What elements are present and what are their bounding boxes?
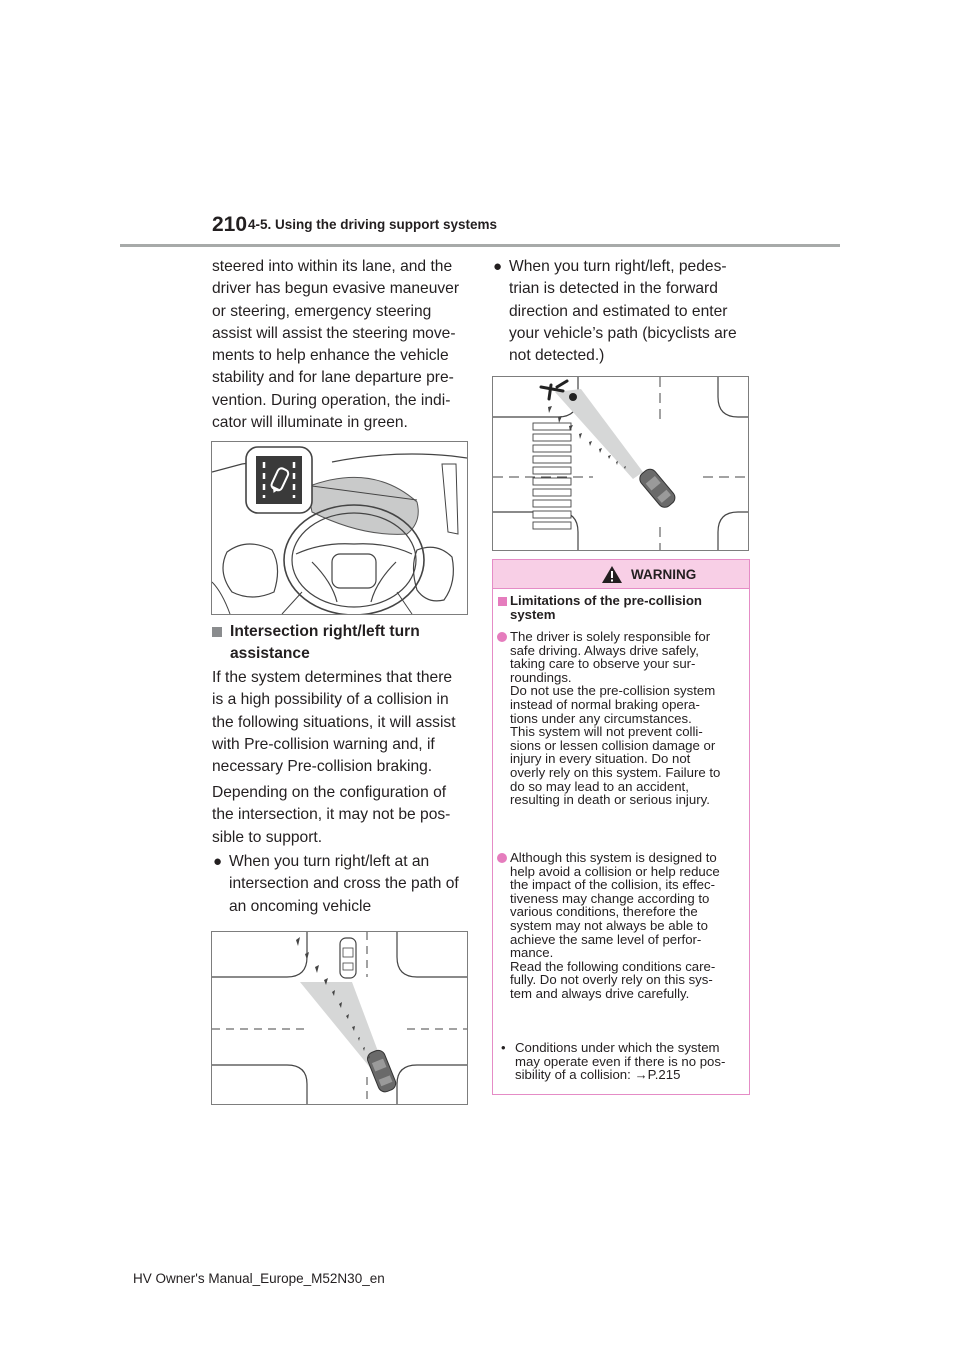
text-line: cator will illuminate in green.: [212, 414, 408, 432]
text-line: the impact of the collision, its effec-: [510, 877, 715, 893]
oncoming-vehicle-illustration: [211, 931, 468, 1105]
bullet-dot-icon: [497, 853, 507, 863]
text-line: or steering, emergency steering: [212, 302, 432, 320]
steering-indicator-illustration: [211, 441, 468, 615]
text-line: system: [510, 606, 556, 622]
text-line: direction and estimated to enter: [509, 302, 728, 320]
intro-paragraph: [212, 256, 472, 434]
text-line: sible to support.: [212, 828, 323, 846]
warning-box: [492, 559, 750, 1095]
text-line: fully. Do not overly rely on this sys-: [510, 972, 713, 988]
text-line: Do not use the pre-collision system: [510, 683, 716, 699]
text-line: your vehicle’s path (bicyclists are: [509, 324, 737, 342]
text-line: trian is detected in the forward: [509, 280, 718, 298]
text-line: tions under any circumstances.: [510, 710, 692, 726]
text-line: ments to help enhance the vehicle: [212, 347, 449, 365]
text-line: Limitations of the pre-collision: [510, 593, 702, 608]
text-line: Read the following conditions care-: [510, 958, 716, 974]
text-line: tem and always drive carefully.: [510, 985, 690, 1001]
text-line: not detected.): [509, 347, 605, 365]
header-rule: [120, 244, 840, 247]
text-line: may operate even if there is no pos-: [515, 1053, 726, 1069]
text-line: the intersection, it may not be pos-: [212, 806, 451, 824]
text-line: assist will assist the steering move-: [212, 324, 456, 342]
text-line: tiveness may change according to: [510, 890, 710, 906]
text-line: This system will not prevent colli-: [510, 724, 703, 740]
text-line: the following situations, it will assist: [212, 713, 456, 731]
text-line: sions or lessen collision damage or: [510, 737, 716, 753]
text-line: do so may lead to an accident,: [510, 778, 689, 794]
warning-header: [493, 560, 749, 589]
warning-heading: [510, 594, 742, 621]
bullet-dot-icon: ●: [493, 258, 503, 275]
text-line: If the system determines that there: [212, 669, 453, 686]
text-line: roundings.: [510, 669, 572, 685]
bullet-dot-icon: [497, 632, 507, 642]
text-line: an oncoming vehicle: [229, 897, 372, 915]
text-line: resulting in death or serious injury.: [510, 792, 710, 808]
small-bullet-icon: •: [501, 1040, 506, 1055]
page-number: 210: [212, 213, 248, 236]
warning-item-conditions: [515, 1041, 743, 1082]
text-line: vention. During operation, the indi-: [212, 391, 451, 409]
text-line: Although this system is designed to: [510, 850, 717, 865]
text-line: driver has begun evasive maneuver: [212, 280, 460, 298]
warning-triangle-icon: [601, 565, 623, 584]
text-line: steered into within its lane, and the: [212, 258, 453, 275]
text-line: Intersection right/left turn: [230, 623, 420, 640]
text-line: Conditions under which the system: [515, 1040, 720, 1055]
paragraph-possibility: [212, 667, 474, 778]
square-bullet-icon: [212, 627, 222, 637]
warning-label: WARNING: [631, 567, 697, 582]
bullet-oncoming-vehicle: [213, 851, 475, 918]
text-line: various conditions, therefore the: [510, 904, 698, 920]
text-line: achieve the same level of perfor-: [510, 931, 702, 947]
text-line: system may not always be able to: [510, 917, 708, 933]
paragraph-configuration: [212, 782, 474, 849]
text-line: injury in every situation. Do not: [510, 751, 691, 767]
text-line: necessary Pre-collision braking.: [212, 758, 433, 776]
text-line: The driver is solely responsible for: [510, 629, 711, 644]
text-line: sibility of a collision: →P.215: [515, 1067, 681, 1083]
subheading-intersection-turn: [212, 621, 472, 666]
text-line: overly rely on this system. Failure to: [510, 764, 721, 780]
text-line: taking care to observe your sur-: [510, 656, 696, 672]
text-line: instead of normal braking opera-: [510, 696, 700, 712]
text-line: intersection and cross the path of: [229, 875, 459, 893]
text-line: help avoid a collision or help reduce: [510, 863, 720, 879]
text-line: assistance: [230, 645, 310, 663]
warning-item-responsibility: [510, 630, 742, 807]
text-line: Depending on the configuration of: [212, 784, 447, 801]
text-line: stability and for lane departure pre-: [212, 369, 454, 387]
pedestrian-crossing-illustration: [492, 376, 749, 551]
footer-manual-id: HV Owner's Manual_Europe_M52N30_en: [133, 1271, 385, 1286]
warning-item-effectiveness: [510, 851, 742, 1001]
bullet-dot-icon: ●: [213, 853, 223, 870]
square-bullet-icon: [498, 597, 507, 606]
text-line: When you turn right/left at an: [229, 853, 430, 870]
text-line: When you turn right/left, pedes-: [509, 258, 727, 275]
section-title: 4-5. Using the driving support systems: [248, 217, 498, 232]
bullet-pedestrian: [493, 256, 755, 367]
text-line: safe driving. Always drive safely,: [510, 642, 699, 658]
text-line: is a high possibility of a collision in: [212, 691, 449, 709]
text-line: with Pre-collision warning and, if: [212, 735, 435, 753]
text-line: mance.: [510, 945, 554, 961]
